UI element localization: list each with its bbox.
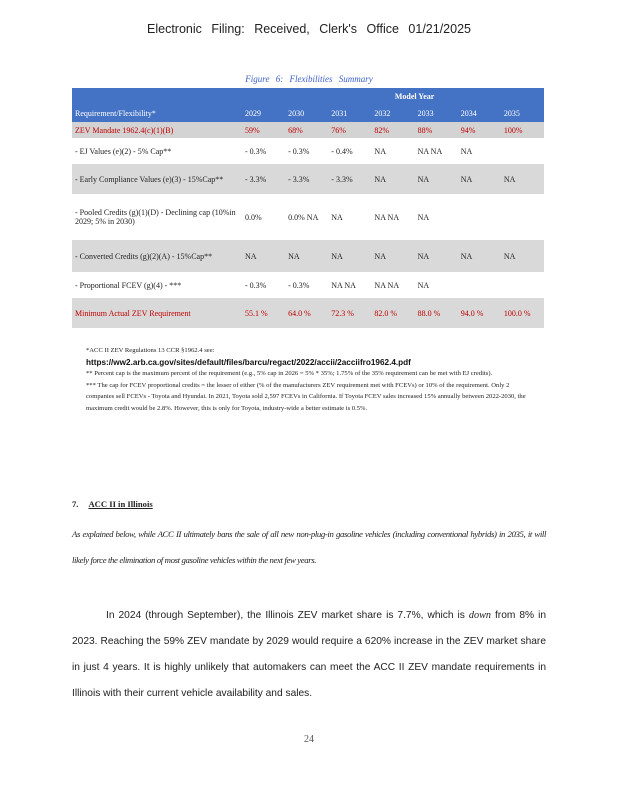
table-cell: NA <box>458 240 501 272</box>
model-year-label: Model Year <box>371 88 457 104</box>
table-cell: NA <box>415 272 458 298</box>
table-cell: 76% <box>328 122 371 138</box>
table-cell: NA <box>415 164 458 194</box>
paragraph-text: In 2024 (through September), the Illinois ZEV market share is 7.7%, which is <box>106 610 469 621</box>
table-cell: - 3.3% <box>328 164 371 194</box>
table-row <box>72 138 544 164</box>
table-cell: 100% <box>501 122 544 138</box>
filing-header: Electronic Filing: Received, Clerk's Office 01/21/2025 <box>147 22 471 36</box>
table-cell: NA <box>458 164 501 194</box>
row-label: - EJ Values (e)(2) - 5% Cap** <box>72 138 242 164</box>
requirement-column-header: Requirement/Flexibility* <box>72 104 242 122</box>
table-cell <box>501 194 544 240</box>
table-cell: 94% <box>458 122 501 138</box>
table-cell: 88% <box>415 122 458 138</box>
table-row <box>72 272 544 298</box>
table-cell: NA NA <box>371 272 414 298</box>
table-cell: NA <box>371 240 414 272</box>
table-cell: 68% <box>285 122 328 138</box>
footnote-percent-cap: ** Percent cap is the maximum percent of the requirement (e.g., 5% cap in 2026 = 5% * 35%; 1.75% of the 35% requirement can be met with EJ credits). <box>86 370 493 377</box>
table-cell: NA NA <box>328 272 371 298</box>
row-label: ZEV Mandate 1962.4(c)(1)(B) <box>72 122 242 138</box>
year-header: 2030 <box>285 104 328 122</box>
table-cell: NA NA <box>371 194 414 240</box>
table-row <box>72 164 544 194</box>
table-cell <box>458 272 501 298</box>
flexibilities-table <box>72 88 544 328</box>
page-number: 24 <box>304 734 314 745</box>
table-cell: NA <box>328 194 371 240</box>
table-cell: - 3.3% <box>285 164 328 194</box>
year-header: 2029 <box>242 104 285 122</box>
table-row <box>72 194 544 240</box>
table-row <box>72 240 544 272</box>
table-cell: - 0.3% <box>242 272 285 298</box>
row-label: - Pooled Credits (g)(1)(D) - Declining cap (10%in 2029; 5% in 2030) <box>72 194 242 240</box>
table-cell <box>501 272 544 298</box>
footnote-fcev-cap: *** The cap for FCEV proportional credits = the lesser of either (% of the manufacturers ZEV requirement met with FCEVs) or 10% of the requirement. Only 2 companies sell FCEVs - Toyota and Hyundai. In 2021, Toyota sold 2,597 FCEVs in California. If Toyota FCEV sales increased 15% annually between 2022-2030, the maximum credit would be 2.8%. However, this is only for Toyota, industry-wide a better estimate is 0.5%. <box>86 381 526 412</box>
table-cell: NA <box>501 164 544 194</box>
table-cell: NA <box>458 138 501 164</box>
table-cell: NA NA <box>415 138 458 164</box>
table-cell: 82% <box>371 122 414 138</box>
table-cell: - 0.3% <box>285 272 328 298</box>
year-header: 2032 <box>371 104 414 122</box>
row-label: - Converted Credits (g)(2)(A) - 15%Cap** <box>72 240 242 272</box>
table-cell: - 3.3% <box>242 164 285 194</box>
table-cell: 94.0 % <box>458 298 501 328</box>
table-cell <box>501 138 544 164</box>
table-cell: 0.0% <box>242 194 285 240</box>
row-label: - Proportional FCEV (g)(4) - *** <box>72 272 242 298</box>
table-cell: 100.0 % <box>501 298 544 328</box>
table-cell: - 0.3% <box>285 138 328 164</box>
table-cell: NA <box>328 240 371 272</box>
table-cell: NA <box>371 164 414 194</box>
section-heading <box>72 499 153 509</box>
table-cell: NA <box>242 240 285 272</box>
section-title: ACC II in Illinois <box>88 499 153 509</box>
table-cell: 88.0 % <box>415 298 458 328</box>
table-header-years <box>72 104 544 122</box>
table-cell: NA <box>415 194 458 240</box>
emphasis-text: down <box>468 610 491 621</box>
year-header: 2033 <box>415 104 458 122</box>
body-paragraph <box>72 603 546 707</box>
table-cell <box>458 194 501 240</box>
paragraph-text: from 8% in 2023. Reaching the 59% ZEV mandate by 2029 would require a 620% increase in the ZEV market share in just 4 years. It is highly unlikely that automakers can meet the ACC II ZEV mandate requirements in Illinois with their current vehicle availability and sales. <box>72 610 546 699</box>
table-cell: 0.0% NA <box>285 194 328 240</box>
italic-paragraph: As explained below, while ACC II ultimately bans the sale of all new non-plug-in gasoline vehicles (including conventional hybrids) in 2035, it will likely force the elimination of most gasoline vehicles within the next few years. <box>72 529 546 565</box>
table-cell: 59% <box>242 122 285 138</box>
figure-caption: Figure 6: Flexibilities Summary <box>245 74 373 84</box>
table-cell: NA <box>285 240 328 272</box>
table-cell: 72.3 % <box>328 298 371 328</box>
table-cell: NA <box>415 240 458 272</box>
table-cell: 55.1 % <box>242 298 285 328</box>
row-label: Minimum Actual ZEV Requirement <box>72 298 242 328</box>
footnote-regulation: *ACC II ZEV Regulations 13 CCR §1962.4 see: <box>86 347 215 354</box>
section-number: 7. <box>72 499 79 509</box>
table-cell: - 0.4% <box>328 138 371 164</box>
year-header: 2034 <box>458 104 501 122</box>
table-cell: 64.0 % <box>285 298 328 328</box>
regulation-link[interactable]: https://ww2.arb.ca.gov/sites/default/files/barcu/regact/2022/accii/2acciifro1962.4.pdf <box>86 357 411 367</box>
table-cell: - 0.3% <box>242 138 285 164</box>
year-header: 2031 <box>328 104 371 122</box>
table-cell: NA <box>501 240 544 272</box>
table-header-top <box>72 88 544 104</box>
row-label: - Early Compliance Values (e)(3) - 15%Cap** <box>72 164 242 194</box>
zev-mandate-row <box>72 122 544 138</box>
table-footnotes <box>86 345 526 414</box>
year-header: 2035 <box>501 104 544 122</box>
minimum-requirement-row <box>72 298 544 328</box>
table-cell: 82.0 % <box>371 298 414 328</box>
table-cell: NA <box>371 138 414 164</box>
